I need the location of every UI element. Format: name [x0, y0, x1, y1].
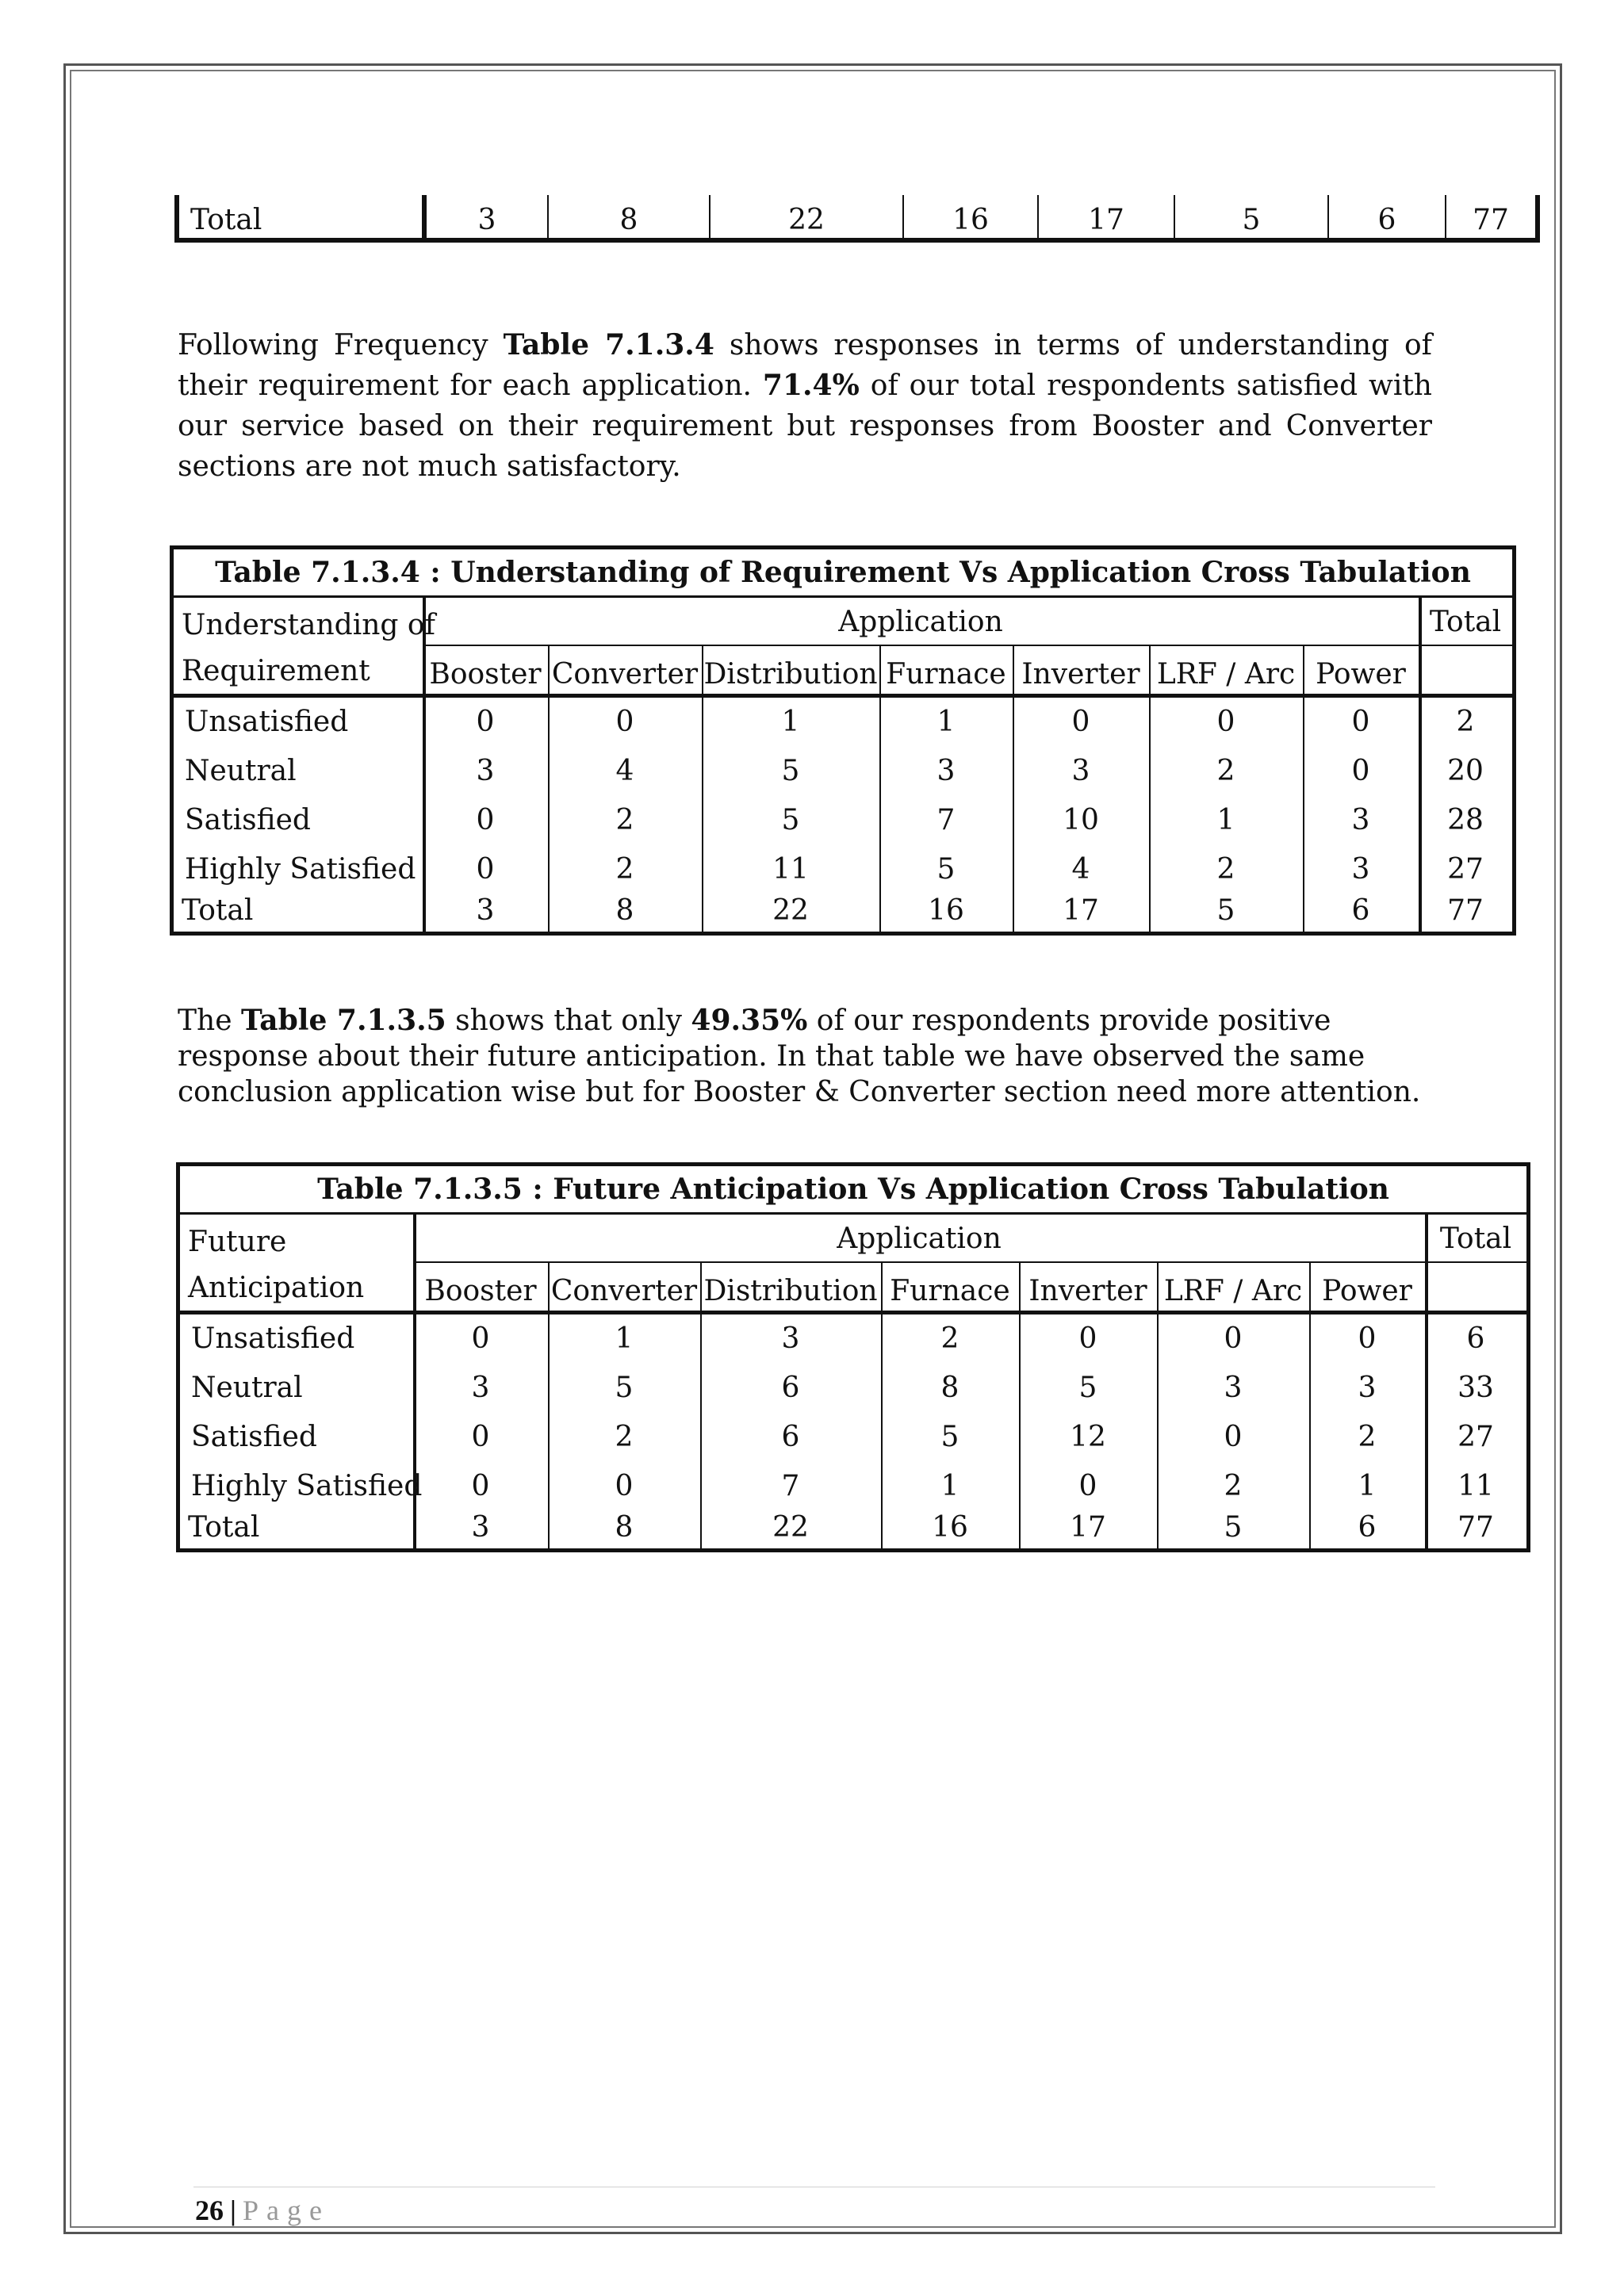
table-cell: 0 [1224, 1322, 1243, 1355]
caption-rule [174, 595, 1512, 598]
table-cell: 0 [471, 1421, 490, 1453]
continuation-cell: 22 [709, 195, 902, 238]
table-cell: 0 [615, 706, 634, 738]
table-cell: 12 [1070, 1421, 1106, 1453]
column-header: LRF / Arc [1163, 1275, 1303, 1307]
group-header: Application [837, 1223, 1002, 1255]
table-cell: 0 [615, 1470, 634, 1502]
row-label: Unsatisfied [191, 1322, 355, 1355]
column-header: LRF / Arc [1156, 658, 1296, 691]
column-header: Booster [429, 658, 542, 691]
paragraph-text: shows that only [446, 1004, 691, 1037]
continuation-cell: 5 [1174, 195, 1327, 238]
paragraph-text: shows responses in terms of understanding of their requirement for each application. [178, 329, 1433, 402]
table-cell: 5 [781, 755, 800, 787]
continuation-cell: 3 [425, 195, 547, 238]
table-caption: Table 7.1.3.4 : Understanding of Requirement Vs Application Cross Tabulation [215, 556, 1471, 589]
table-cell: 5 [1078, 1372, 1097, 1404]
row-label: Total [188, 1511, 260, 1544]
continuation-cell: 16 [902, 195, 1037, 238]
table-cell: 33 [1457, 1372, 1494, 1404]
row-label: Neutral [191, 1372, 303, 1404]
table-cell: 2 [1456, 706, 1475, 738]
total-header: Total [1439, 1223, 1512, 1255]
row-label: Highly Satisfied [191, 1470, 423, 1502]
table-cell: 3 [1351, 853, 1370, 886]
header-bottom-rule [174, 694, 1512, 698]
table-cell: 7 [936, 804, 956, 836]
table-cell: 3 [1358, 1372, 1377, 1404]
table-cell: 0 [1078, 1322, 1097, 1355]
column-header: Inverter [1021, 658, 1140, 691]
paragraph-text: of our respondents provide positive response about their future anticipation. In that table we have observed the same conclusion application wise but for Booster & Converter section need more attention. [178, 1004, 1421, 1108]
table-cell: 1 [936, 706, 956, 738]
page-number: 26 [195, 2195, 224, 2226]
table-cell: 2 [615, 1421, 634, 1453]
row-label: Unsatisfied [185, 706, 349, 738]
continuation-row-label: Total [174, 195, 425, 238]
table-cell: 4 [615, 755, 634, 787]
paragraph-bold: 71.4% [762, 369, 860, 402]
table-cell: 6 [1358, 1511, 1377, 1544]
row-header-label: Anticipation [188, 1272, 365, 1304]
paragraph-text: of our total respondents satisfied with our service based on their requirement but responses from Booster and Converter sections are not much satisfactory. [178, 369, 1432, 483]
column-header: Distribution [703, 1275, 878, 1307]
table-cell: 0 [471, 1322, 490, 1355]
table-cell: 2 [615, 804, 634, 836]
table-cell: 0 [1351, 706, 1370, 738]
table-cell: 11 [1457, 1470, 1494, 1502]
table-cell: 20 [1447, 755, 1484, 787]
table-cell: 3 [471, 1372, 490, 1404]
column-header: Furnace [886, 658, 1006, 691]
table-cell: 11 [772, 853, 809, 886]
paragraph-table-7-1-3-5-intro [178, 1003, 1432, 1110]
table-cell: 3 [1224, 1372, 1243, 1404]
table-cell: 7 [781, 1470, 800, 1502]
column-header: Converter [551, 658, 699, 691]
paragraph-bold: Table 7.1.3.4 [503, 328, 714, 362]
row-label: Total [182, 894, 254, 927]
table-cell: 1 [1216, 804, 1235, 836]
table-cell: 10 [1063, 804, 1099, 836]
row-header-label: Requirement [182, 655, 370, 687]
table-cell: 5 [781, 804, 800, 836]
table-cell: 0 [1216, 706, 1235, 738]
row-label: Neutral [185, 755, 297, 787]
table-cell: 77 [1447, 894, 1484, 927]
page-footer [195, 2193, 330, 2228]
paragraph-bold: Table 7.1.3.5 [240, 1004, 446, 1037]
column-header: Booster [424, 1275, 537, 1307]
table-cell: 8 [940, 1372, 959, 1404]
table-cell: 27 [1447, 853, 1484, 886]
table-7-1-3-5 [176, 1162, 1530, 1552]
table-cell: 0 [1078, 1470, 1097, 1502]
table-cell: 1 [1358, 1470, 1377, 1502]
table-cell: 3 [1071, 755, 1090, 787]
table-cell: 22 [772, 1511, 809, 1544]
column-header: Inverter [1028, 1275, 1147, 1307]
table-cell: 2 [615, 853, 634, 886]
table-7-1-3-4 [170, 545, 1516, 936]
table-cell: 6 [1351, 894, 1370, 927]
table-cell: 0 [1358, 1322, 1377, 1355]
table-cell: 3 [936, 755, 956, 787]
row-label: Satisfied [191, 1421, 317, 1453]
paragraph-table-7-1-3-4-intro [178, 325, 1432, 487]
table-cell: 6 [781, 1372, 800, 1404]
table-cell: 17 [1070, 1511, 1106, 1544]
table-cell: 2 [1224, 1470, 1243, 1502]
caption-rule [180, 1212, 1526, 1215]
table-cell: 16 [928, 894, 964, 927]
table-cell: 2 [1358, 1421, 1377, 1453]
row-label: Satisfied [185, 804, 311, 836]
group-header: Application [838, 606, 1003, 638]
table-caption: Table 7.1.3.5 : Future Anticipation Vs Application Cross Tabulation [317, 1173, 1389, 1206]
column-header: Power [1322, 1275, 1412, 1307]
page-label: Page [242, 2195, 330, 2226]
row-header-label: Understanding of [182, 609, 435, 641]
row-header-label: Future [188, 1226, 287, 1258]
continuation-total-row [174, 195, 1540, 243]
table-cell: 16 [932, 1511, 968, 1544]
table-cell: 2 [1216, 755, 1235, 787]
table-cell: 0 [476, 804, 495, 836]
table-cell: 8 [615, 1511, 634, 1544]
group-header-rule [423, 645, 1512, 646]
table-cell: 77 [1457, 1511, 1494, 1544]
column-header: Power [1316, 658, 1406, 691]
table-cell: 27 [1457, 1421, 1494, 1453]
table-cell: 4 [1071, 853, 1090, 886]
table-cell: 0 [476, 853, 495, 886]
table-cell: 8 [615, 894, 634, 927]
column-header: Converter [550, 1275, 698, 1307]
row-label: Highly Satisfied [185, 853, 416, 886]
table-cell: 3 [476, 894, 495, 927]
table-cell: 5 [1224, 1511, 1243, 1544]
table-cell: 3 [781, 1322, 800, 1355]
continuation-cell: 17 [1037, 195, 1174, 238]
table-cell: 5 [615, 1372, 634, 1404]
table-cell: 1 [615, 1322, 634, 1355]
paragraph-bold: 49.35% [691, 1004, 808, 1037]
group-header-rule [413, 1261, 1526, 1263]
table-cell: 0 [476, 706, 495, 738]
continuation-cell: 8 [547, 195, 709, 238]
table-cell: 1 [940, 1470, 959, 1502]
table-cell: 2 [1216, 853, 1235, 886]
table-cell: 5 [1216, 894, 1235, 927]
table-cell: 6 [1466, 1322, 1485, 1355]
table-cell: 1 [781, 706, 800, 738]
total-header: Total [1429, 606, 1502, 638]
table-cell: 3 [476, 755, 495, 787]
table-cell: 22 [772, 894, 809, 927]
table-cell: 0 [471, 1470, 490, 1502]
table-cell: 0 [1071, 706, 1090, 738]
table-cell: 0 [1224, 1421, 1243, 1453]
footer-separator: | [230, 2195, 236, 2226]
table-cell: 5 [940, 1421, 959, 1453]
continuation-cell: 77 [1445, 195, 1540, 238]
continuation-cell: 6 [1327, 195, 1445, 238]
paragraph-text: The [178, 1004, 241, 1037]
paragraph-text: Following Frequency [178, 329, 504, 362]
table-cell: 6 [781, 1421, 800, 1453]
header-bottom-rule [180, 1311, 1526, 1314]
table-cell: 3 [471, 1511, 490, 1544]
table-cell: 2 [940, 1322, 959, 1355]
table-cell: 0 [1351, 755, 1370, 787]
column-header: Furnace [890, 1275, 1010, 1307]
table-cell: 5 [936, 853, 956, 886]
table-cell: 17 [1063, 894, 1099, 927]
table-cell: 3 [1351, 804, 1370, 836]
table-cell: 28 [1447, 804, 1484, 836]
column-header: Distribution [703, 658, 878, 691]
